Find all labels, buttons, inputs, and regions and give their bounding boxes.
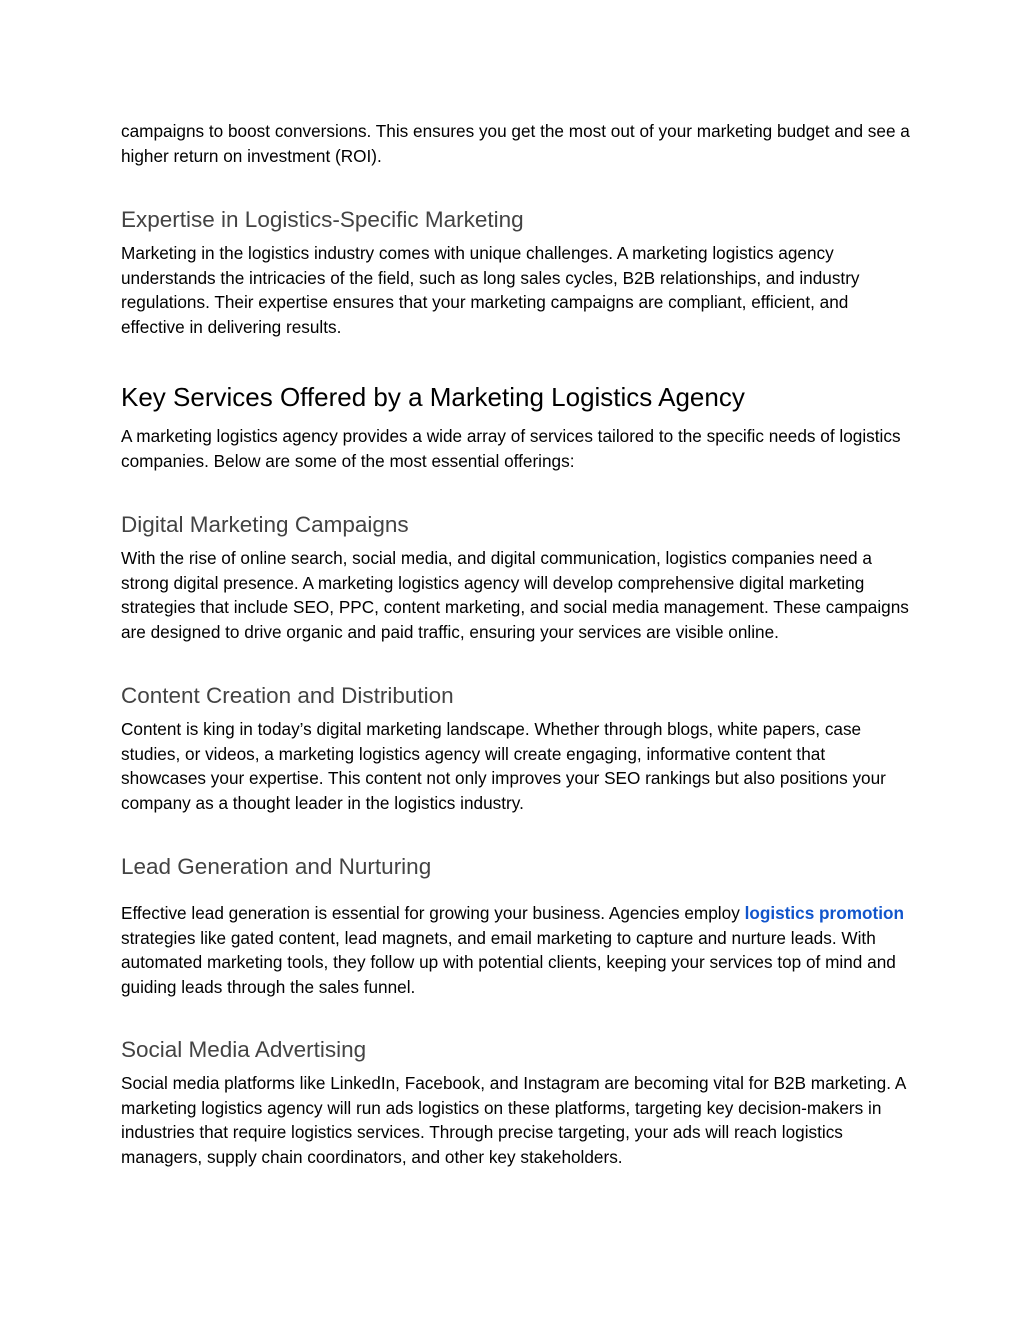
content-creation-heading: Content Creation and Distribution — [121, 683, 454, 708]
lead-text-before: Effective lead generation is essential for growing your business. Agencies employ — [121, 903, 745, 923]
social-media-heading: Social Media Advertising — [121, 1037, 367, 1062]
lead-text-after: strategies like gated content, lead magnets, and email marketing to capture and nurture leads. With automated marketing tools, they follow up with potential clients, keeping your services top of mind and guiding leads through the sales funnel. — [121, 927, 896, 997]
social-media-paragraph: Social media platforms like LinkedIn, Facebook, and Instagram are becoming vital for B2B marketing. A marketing logistics agency will run ads logistics on these platforms, targeting key decision-makers in industries that require logistics services. Through precise targeting, your ads will reach logistics managers, supply chain coordinators, and other key stakeholders. — [121, 1073, 906, 1167]
expertise-paragraph: Marketing in the logistics industry comes with unique challenges. A marketing logistics agency understands the intricacies of the field, such as long sales cycles, B2B relationships, and industry regulations. Their expertise ensures that your marketing campaigns are compliant, efficient, and effective in delivering results. — [121, 243, 860, 337]
document-page — [121, 119, 911, 1169]
key-services-heading: Key Services Offered by a Marketing Logistics Agency — [121, 382, 745, 412]
intro-paragraph: campaigns to boost conversions. This ensures you get the most out of your marketing budget and see a higher return on investment (ROI). — [121, 121, 910, 166]
digital-marketing-heading: Digital Marketing Campaigns — [121, 512, 409, 537]
expertise-heading: Expertise in Logistics-Specific Marketing — [121, 207, 524, 232]
lead-generation-heading: Lead Generation and Nurturing — [121, 854, 432, 879]
content-creation-paragraph: Content is king in today’s digital marketing landscape. Whether through blogs, white papers, case studies, or videos, a marketing logistics agency will create engaging, informative content that showcases your expertise. This content not only improves your SEO rankings but also positions your company as a thought leader in the logistics industry. — [121, 719, 886, 813]
logistics-promotion-link[interactable]: logistics promotion — [744, 903, 905, 923]
digital-marketing-paragraph: With the rise of online search, social media, and digital communication, logistics companies need a strong digital presence. A marketing logistics agency will develop comprehensive digital marketing strategies that include SEO, PPC, content marketing, and social media management. These campaigns are designed to drive organic and paid traffic, ensuring your services are visible online. — [121, 548, 909, 642]
lead-generation-paragraph — [121, 901, 911, 999]
key-services-paragraph: A marketing logistics agency provides a wide array of services tailored to the specific needs of logistics companies. Below are some of the most essential offerings: — [121, 426, 901, 471]
